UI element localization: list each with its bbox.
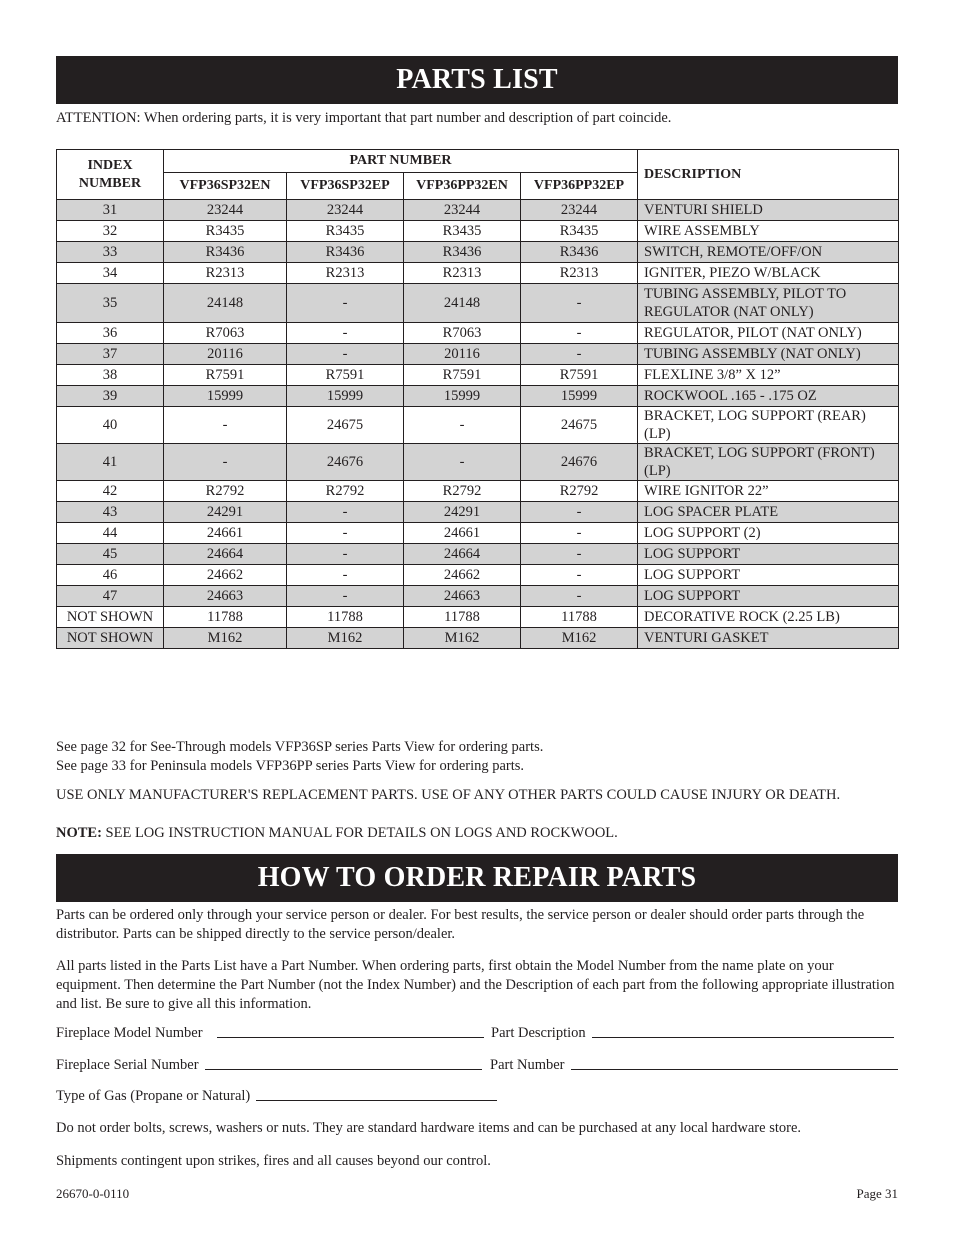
part-number-cell: 24148: [164, 284, 287, 323]
part-number-cell: R7591: [164, 365, 287, 386]
header-part-number: PART NUMBER: [164, 150, 638, 173]
table-row: [57, 386, 899, 407]
part-number-cell: 24663: [164, 586, 287, 607]
description-cell: IGNITER, PIEZO W/BLACK: [638, 263, 899, 284]
index-cell: 32: [57, 221, 164, 242]
part-number-cell: 15999: [164, 386, 287, 407]
order-paragraph-1: Parts can be ordered only through your service person or dealer. For best results, the service person or dealer should order parts through the distributor. Parts can be shipped directly to the service person/dealer.: [56, 907, 865, 942]
note-see-through: See page 32 for See-Through models VFP36SP series Parts View for ordering parts.: [56, 739, 544, 755]
part-number-cell: -: [287, 284, 404, 323]
gas-type-line[interactable]: [256, 1099, 497, 1101]
part-number-cell: -: [521, 284, 638, 323]
part-number-cell: 23244: [521, 200, 638, 221]
page-number: Page 31: [856, 1186, 898, 1201]
note-peninsula: See page 33 for Peninsula models VFP36PP series Parts View for ordering parts.: [56, 758, 525, 774]
table-row: [57, 481, 899, 502]
part-number-line[interactable]: [571, 1068, 899, 1070]
table-row: [57, 221, 899, 242]
part-number-cell: -: [521, 344, 638, 365]
table-row: [57, 544, 899, 565]
part-number-cell: R7591: [287, 365, 404, 386]
description-cell: REGULATOR, PILOT (NAT ONLY): [638, 323, 899, 344]
description-cell: VENTURI GASKET: [638, 628, 899, 649]
table-row: [57, 502, 899, 523]
table-row: [57, 242, 899, 263]
table-row: [57, 407, 899, 444]
index-cell: 31: [57, 200, 164, 221]
part-number-cell: R2313: [164, 263, 287, 284]
table-row: [57, 284, 899, 323]
part-number-cell: 24663: [404, 586, 521, 607]
gas-type-label: Type of Gas (Propane or Natural): [56, 1088, 251, 1104]
header-description: DESCRIPTION: [638, 150, 899, 200]
part-number-cell: -: [287, 344, 404, 365]
model-number-line[interactable]: [217, 1036, 484, 1038]
part-number-cell: 24291: [404, 502, 521, 523]
index-cell: 36: [57, 323, 164, 344]
table-row: [57, 323, 899, 344]
part-description-line[interactable]: [592, 1036, 894, 1038]
part-number-cell: R3435: [164, 221, 287, 242]
table-row: [57, 565, 899, 586]
model-number-label: Fireplace Model Number: [56, 1025, 203, 1041]
part-number-cell: -: [164, 444, 287, 481]
gas-type-field[interactable]: [56, 1088, 497, 1105]
part-number-cell: R2792: [287, 481, 404, 502]
description-cell: LOG SUPPORT: [638, 544, 899, 565]
header-model: VFP36SP32EP: [287, 173, 404, 200]
part-number-label: Part Number: [490, 1057, 565, 1073]
order-paragraph-4: Shipments contingent upon strikes, fires and all causes beyond our control.: [56, 1153, 491, 1169]
part-number-cell: R2313: [287, 263, 404, 284]
log-note: [56, 824, 898, 843]
part-number-cell: R3436: [404, 242, 521, 263]
part-number-cell: -: [287, 523, 404, 544]
table-row: [57, 263, 899, 284]
part-number-cell: 23244: [287, 200, 404, 221]
description-cell: WIRE IGNITOR 22”: [638, 481, 899, 502]
description-cell: ROCKWOOL .165 - .175 OZ: [638, 386, 899, 407]
part-number-cell: R2792: [404, 481, 521, 502]
part-number-cell: 24676: [287, 444, 404, 481]
description-cell: VENTURI SHIELD: [638, 200, 899, 221]
part-number-cell: 24664: [164, 544, 287, 565]
index-cell: 41: [57, 444, 164, 481]
part-number-cell: 20116: [164, 344, 287, 365]
part-number-cell: 24675: [521, 407, 638, 444]
index-cell: 47: [57, 586, 164, 607]
part-number-cell: 23244: [164, 200, 287, 221]
parts-table: [56, 149, 899, 649]
part-number-cell: R3435: [521, 221, 638, 242]
description-cell: LOG SUPPORT: [638, 565, 899, 586]
parts-table-body: [57, 200, 899, 649]
part-number-cell: -: [521, 544, 638, 565]
parts-list-title: PARTS LIST: [56, 56, 898, 104]
part-number-cell: -: [287, 565, 404, 586]
part-number-cell: -: [521, 523, 638, 544]
part-number-cell: M162: [164, 628, 287, 649]
description-cell: BRACKET, LOG SUPPORT (REAR) (LP): [638, 407, 899, 444]
part-description-label: Part Description: [491, 1025, 586, 1041]
part-number-cell: R3436: [287, 242, 404, 263]
index-cell: 45: [57, 544, 164, 565]
part-number-cell: R3436: [521, 242, 638, 263]
part-number-cell: -: [404, 444, 521, 481]
index-cell: 38: [57, 365, 164, 386]
index-cell: 33: [57, 242, 164, 263]
description-cell: BRACKET, LOG SUPPORT (FRONT) (LP): [638, 444, 899, 481]
part-number-cell: -: [521, 586, 638, 607]
part-number-cell: 24662: [404, 565, 521, 586]
table-row: [57, 628, 899, 649]
table-row: [57, 365, 899, 386]
part-number-cell: 24664: [404, 544, 521, 565]
header-model: VFP36PP32EP: [521, 173, 638, 200]
index-cell: 42: [57, 481, 164, 502]
table-row: [57, 586, 899, 607]
part-number-cell: R2792: [164, 481, 287, 502]
part-number-cell: R7591: [404, 365, 521, 386]
part-number-cell: R2313: [521, 263, 638, 284]
order-paragraph-3: Do not order bolts, screws, washers or nuts. They are standard hardware items and can be purchased at any local hardware store.: [56, 1120, 802, 1136]
description-cell: SWITCH, REMOTE/OFF/ON: [638, 242, 899, 263]
description-cell: LOG SUPPORT (2): [638, 523, 899, 544]
part-number-cell: 11788: [404, 607, 521, 628]
replacement-warning: USE ONLY MANUFACTURER'S REPLACEMENT PARTS. USE OF ANY OTHER PARTS COULD CAUSE INJURY OR DEATH.: [56, 787, 841, 803]
order-parts-title: HOW TO ORDER REPAIR PARTS: [56, 854, 898, 902]
description-cell: TUBING ASSEMBLY, PILOT TO REGULATOR (NAT ONLY): [638, 284, 899, 323]
part-number-cell: 11788: [287, 607, 404, 628]
part-number-cell: -: [164, 407, 287, 444]
part-number-cell: 24675: [287, 407, 404, 444]
document-number: 26670-0-0110: [56, 1186, 130, 1201]
part-number-cell: 24676: [521, 444, 638, 481]
part-number-cell: -: [287, 544, 404, 565]
part-number-cell: 24661: [404, 523, 521, 544]
table-row: [57, 344, 899, 365]
index-cell: NOT SHOWN: [57, 607, 164, 628]
index-cell: NOT SHOWN: [57, 628, 164, 649]
order-paragraph-2: All parts listed in the Parts List have a Part Number. When ordering parts, first obtain the Model Number from the name plate on your equipment. Then determine the Part Number (not the Index Number) and the Description of each part from the following appropriate illustration and list. Be sure to give all this information.: [56, 958, 895, 1012]
note-label: NOTE:: [56, 825, 102, 841]
index-cell: 34: [57, 263, 164, 284]
part-number-cell: R3435: [404, 221, 521, 242]
table-row: [57, 607, 899, 628]
part-number-cell: -: [404, 407, 521, 444]
header-index-number: INDEX NUMBER: [57, 150, 164, 200]
part-number-cell: 24291: [164, 502, 287, 523]
part-number-field[interactable]: [490, 1057, 898, 1074]
index-cell: 39: [57, 386, 164, 407]
index-cell: 43: [57, 502, 164, 523]
part-number-cell: R2792: [521, 481, 638, 502]
note-text: SEE LOG INSTRUCTION MANUAL FOR DETAILS ON LOGS AND ROCKWOOL.: [101, 825, 618, 841]
part-number-cell: 15999: [521, 386, 638, 407]
part-number-cell: R3435: [287, 221, 404, 242]
part-number-cell: M162: [521, 628, 638, 649]
header-model: VFP36PP32EN: [404, 173, 521, 200]
part-number-cell: R7063: [164, 323, 287, 344]
description-cell: LOG SUPPORT: [638, 586, 899, 607]
part-number-cell: R2313: [404, 263, 521, 284]
description-cell: TUBING ASSEMBLY (NAT ONLY): [638, 344, 899, 365]
table-row: [57, 444, 899, 481]
serial-number-line[interactable]: [205, 1068, 482, 1070]
model-number-field[interactable]: [56, 1025, 484, 1042]
part-number-cell: R7063: [404, 323, 521, 344]
part-number-cell: 23244: [404, 200, 521, 221]
part-number-cell: M162: [404, 628, 521, 649]
part-number-cell: -: [521, 565, 638, 586]
part-number-cell: -: [287, 323, 404, 344]
index-cell: 35: [57, 284, 164, 323]
part-number-cell: -: [287, 586, 404, 607]
part-number-cell: 20116: [404, 344, 521, 365]
part-description-field[interactable]: [491, 1025, 894, 1042]
part-number-cell: -: [521, 502, 638, 523]
description-cell: LOG SPACER PLATE: [638, 502, 899, 523]
part-number-cell: 15999: [287, 386, 404, 407]
part-number-cell: M162: [287, 628, 404, 649]
part-number-cell: 24661: [164, 523, 287, 544]
part-number-cell: R3436: [164, 242, 287, 263]
part-number-cell: -: [287, 502, 404, 523]
part-number-cell: 24662: [164, 565, 287, 586]
table-row: [57, 523, 899, 544]
part-number-cell: 11788: [521, 607, 638, 628]
part-number-cell: 15999: [404, 386, 521, 407]
part-number-cell: R7591: [521, 365, 638, 386]
index-cell: 40: [57, 407, 164, 444]
index-cell: 46: [57, 565, 164, 586]
table-row: [57, 200, 899, 221]
part-number-cell: 24148: [404, 284, 521, 323]
serial-number-field[interactable]: [56, 1057, 482, 1074]
index-cell: 44: [57, 523, 164, 544]
attention-text: ATTENTION: When ordering parts, it is very important that part number and description of part coincide.: [56, 110, 672, 126]
index-cell: 37: [57, 344, 164, 365]
description-cell: WIRE ASSEMBLY: [638, 221, 899, 242]
serial-number-label: Fireplace Serial Number: [56, 1057, 199, 1073]
part-number-cell: -: [521, 323, 638, 344]
description-cell: DECORATIVE ROCK (2.25 LB): [638, 607, 899, 628]
part-number-cell: 11788: [164, 607, 287, 628]
header-model: VFP36SP32EN: [164, 173, 287, 200]
description-cell: FLEXLINE 3/8” X 12”: [638, 365, 899, 386]
